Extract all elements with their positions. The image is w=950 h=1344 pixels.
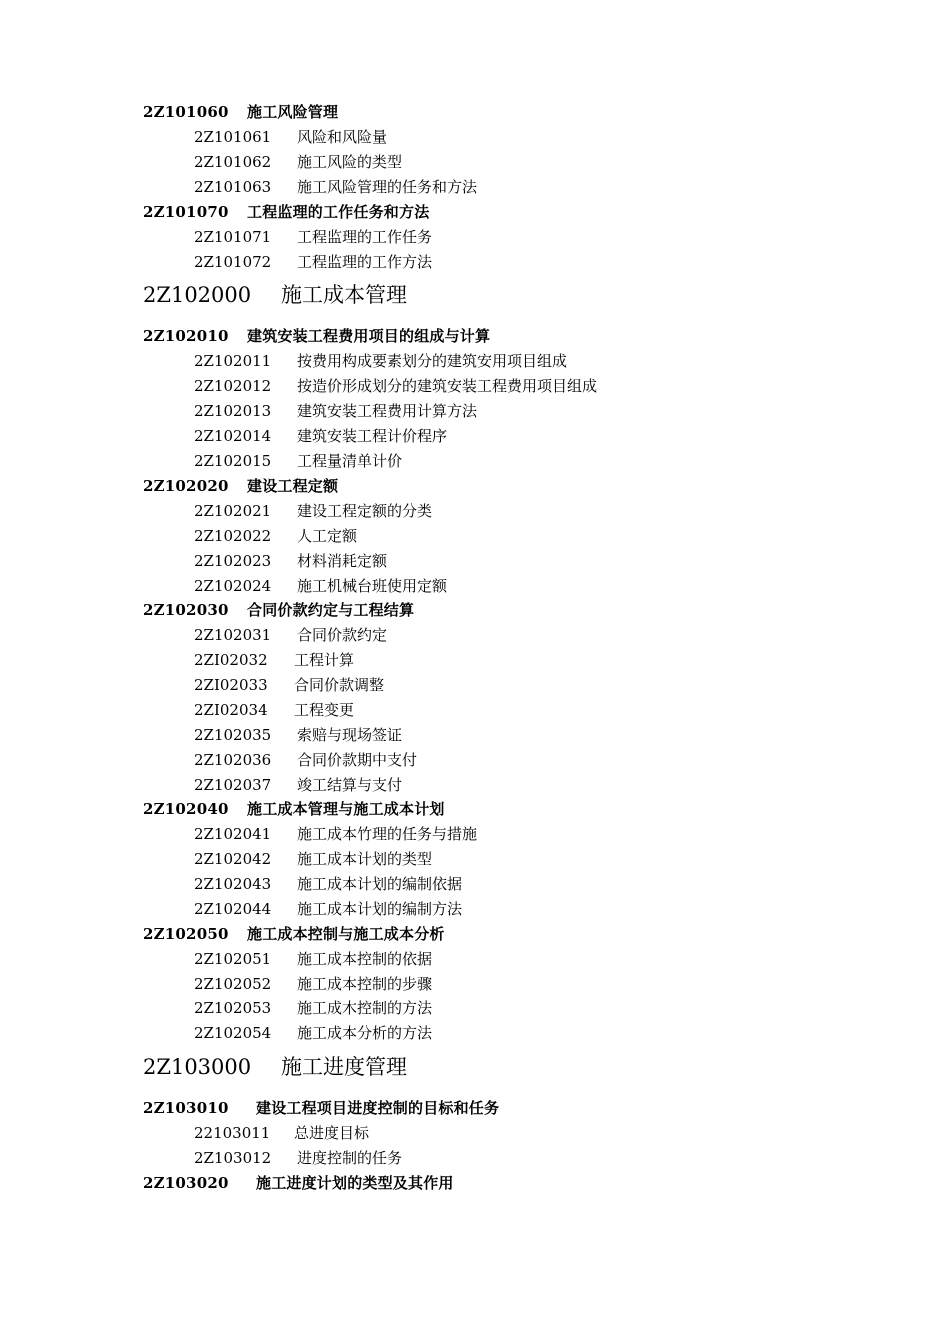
section-code: 2Z102050: [143, 925, 229, 943]
item-code: 2Z102054: [194, 1024, 272, 1042]
subsection-item: [194, 404, 477, 419]
item-code: 2Z102044: [194, 900, 272, 918]
item-code: 22103011: [194, 1124, 271, 1142]
section-heading: [143, 927, 445, 942]
section-code: 2Z103020: [143, 1174, 229, 1192]
item-title: 施工风险的类型: [297, 153, 403, 171]
item-code: 2Z101071: [194, 228, 272, 246]
item-code: 2Z101062: [194, 153, 272, 171]
section-code: 2Z102020: [143, 477, 229, 495]
subsection-item: [194, 678, 384, 693]
item-title: 施工成本竹理的任务与措施: [297, 825, 478, 843]
item-title: 按费用构成要素划分的建筑安用项目组成: [297, 352, 568, 370]
section-title: 建筑安装工程费用项目的组成与计算: [247, 327, 491, 345]
item-title: 工程量清单计价: [297, 452, 403, 470]
subsection-item: [194, 1126, 369, 1141]
item-code: 2Z102035: [194, 726, 272, 744]
section-code: 2Z103010: [143, 1099, 229, 1117]
section-code: 2Z102030: [143, 601, 229, 619]
item-title: 合同价款期中支付: [297, 751, 418, 769]
subsection-item: [194, 354, 567, 369]
item-code: 2Z102015: [194, 452, 272, 470]
item-title: 施工成本计划的类型: [297, 850, 433, 868]
item-code: 2Z103012: [194, 1149, 272, 1167]
item-code: 2Z101063: [194, 178, 272, 196]
item-code: 2ZI02034: [194, 701, 268, 719]
item-code: 2ZI02033: [194, 676, 268, 694]
subsection-item: [194, 529, 357, 544]
section-heading: [143, 1176, 454, 1191]
item-code: 2Z101061: [194, 128, 272, 146]
item-title: 建筑安装工程费用计算方法: [297, 402, 478, 420]
item-code: 2Z102042: [194, 850, 272, 868]
item-title: 施工成本计划的编制依据: [297, 875, 463, 893]
section-heading: [143, 205, 429, 220]
subsection-item: [194, 728, 402, 743]
subsection-item: [194, 653, 354, 668]
chapter-title: 施工成本管理: [281, 283, 407, 307]
item-title: 工程监理的工作方法: [297, 253, 433, 271]
subsection-item: [194, 180, 477, 195]
subsection-item: [194, 1001, 432, 1016]
item-title: 按造价形成划分的建筑安装工程费用项目组成: [297, 377, 598, 395]
item-code: 2Z102024: [194, 577, 272, 595]
chapter-title: 施工进度管理: [281, 1055, 407, 1079]
section-title: 工程监理的工作任务和方法: [247, 203, 430, 221]
chapter-code: 2Z103000: [143, 1055, 252, 1079]
item-code: 2Z102013: [194, 402, 272, 420]
item-title: 材料消耗定额: [297, 552, 388, 570]
item-title: 总进度目标: [294, 1124, 370, 1142]
section-heading: [143, 603, 414, 618]
subsection-item: [194, 155, 402, 170]
section-title: 合同价款约定与工程结算: [247, 601, 415, 619]
subsection-item: [194, 504, 432, 519]
chapter-heading: [143, 285, 407, 306]
item-code: 2Z102036: [194, 751, 272, 769]
item-code: 2Z101072: [194, 253, 272, 271]
item-title: 工程计算: [294, 651, 355, 669]
section-heading: [143, 329, 490, 344]
item-code: 2Z102052: [194, 975, 272, 993]
item-code: 2Z102023: [194, 552, 272, 570]
subsection-item: [194, 1151, 402, 1166]
subsection-item: [194, 379, 597, 394]
subsection-item: [194, 454, 402, 469]
item-title: 建设工程定额的分类: [297, 502, 433, 520]
item-title: 人工定额: [297, 527, 358, 545]
item-code: 2Z102014: [194, 427, 272, 445]
subsection-item: [194, 902, 462, 917]
item-code: 2Z102031: [194, 626, 272, 644]
item-code: 2Z102011: [194, 352, 272, 370]
item-title: 施工成本控制的步骤: [297, 975, 433, 993]
item-title: 施工成本分析的方法: [297, 1024, 433, 1042]
item-title: 施工成本计划的编制方法: [297, 900, 463, 918]
item-code: 2Z102043: [194, 875, 272, 893]
item-title: 风险和风险量: [297, 128, 388, 146]
item-title: 施工机械台班使用定额: [297, 577, 448, 595]
section-title: 施工风险管理: [247, 103, 339, 121]
item-title: 进度控制的任务: [297, 1149, 403, 1167]
subsection-item: [194, 977, 432, 992]
item-title: 施工成木控制的方法: [297, 999, 433, 1017]
chapter-code: 2Z102000: [143, 283, 252, 307]
item-code: 2Z102012: [194, 377, 272, 395]
item-title: 工程监理的工作任务: [297, 228, 433, 246]
section-code: 2Z102010: [143, 327, 229, 345]
section-heading: [143, 105, 338, 120]
item-title: 合同价款约定: [297, 626, 388, 644]
item-title: 施工成本控制的依据: [297, 950, 433, 968]
item-title: 工程变更: [294, 701, 355, 719]
subsection-item: [194, 852, 432, 867]
section-title: 施工进度计划的类型及其作用: [256, 1174, 454, 1192]
section-title: 建设工程项目进度控制的目标和任务: [256, 1099, 500, 1117]
item-code: 2Z102022: [194, 527, 272, 545]
item-code: 2Z102053: [194, 999, 272, 1017]
item-code: 2Z102021: [194, 502, 272, 520]
chapter-heading: [143, 1057, 407, 1078]
subsection-item: [194, 952, 432, 967]
item-code: 2Z102041: [194, 825, 272, 843]
section-code: 2Z101060: [143, 103, 229, 121]
item-title: 合同价款调整: [294, 676, 385, 694]
subsection-item: [194, 753, 417, 768]
section-code: 2Z101070: [143, 203, 229, 221]
subsection-item: [194, 579, 447, 594]
subsection-item: [194, 778, 402, 793]
subsection-item: [194, 1026, 432, 1041]
section-title: 建设工程定额: [247, 477, 339, 495]
subsection-item: [194, 429, 447, 444]
subsection-item: [194, 130, 387, 145]
item-code: 2Z102037: [194, 776, 272, 794]
item-title: 竣工结算与支付: [297, 776, 403, 794]
subsection-item: [194, 230, 432, 245]
section-title: 施工成本管理与施工成本计划: [247, 800, 445, 818]
subsection-item: [194, 628, 387, 643]
section-heading: [143, 479, 338, 494]
item-title: 建筑安装工程计价程序: [297, 427, 448, 445]
section-code: 2Z102040: [143, 800, 229, 818]
item-title: 施工风险管理的任务和方法: [297, 178, 478, 196]
section-title: 施工成本控制与施工成本分析: [247, 925, 445, 943]
subsection-item: [194, 877, 462, 892]
subsection-item: [194, 255, 432, 270]
item-title: 索赔与现场签证: [297, 726, 403, 744]
item-code: 2ZI02032: [194, 651, 268, 669]
item-code: 2Z102051: [194, 950, 272, 968]
subsection-item: [194, 554, 387, 569]
section-heading: [143, 802, 445, 817]
section-heading: [143, 1101, 499, 1116]
subsection-item: [194, 827, 477, 842]
subsection-item: [194, 703, 354, 718]
